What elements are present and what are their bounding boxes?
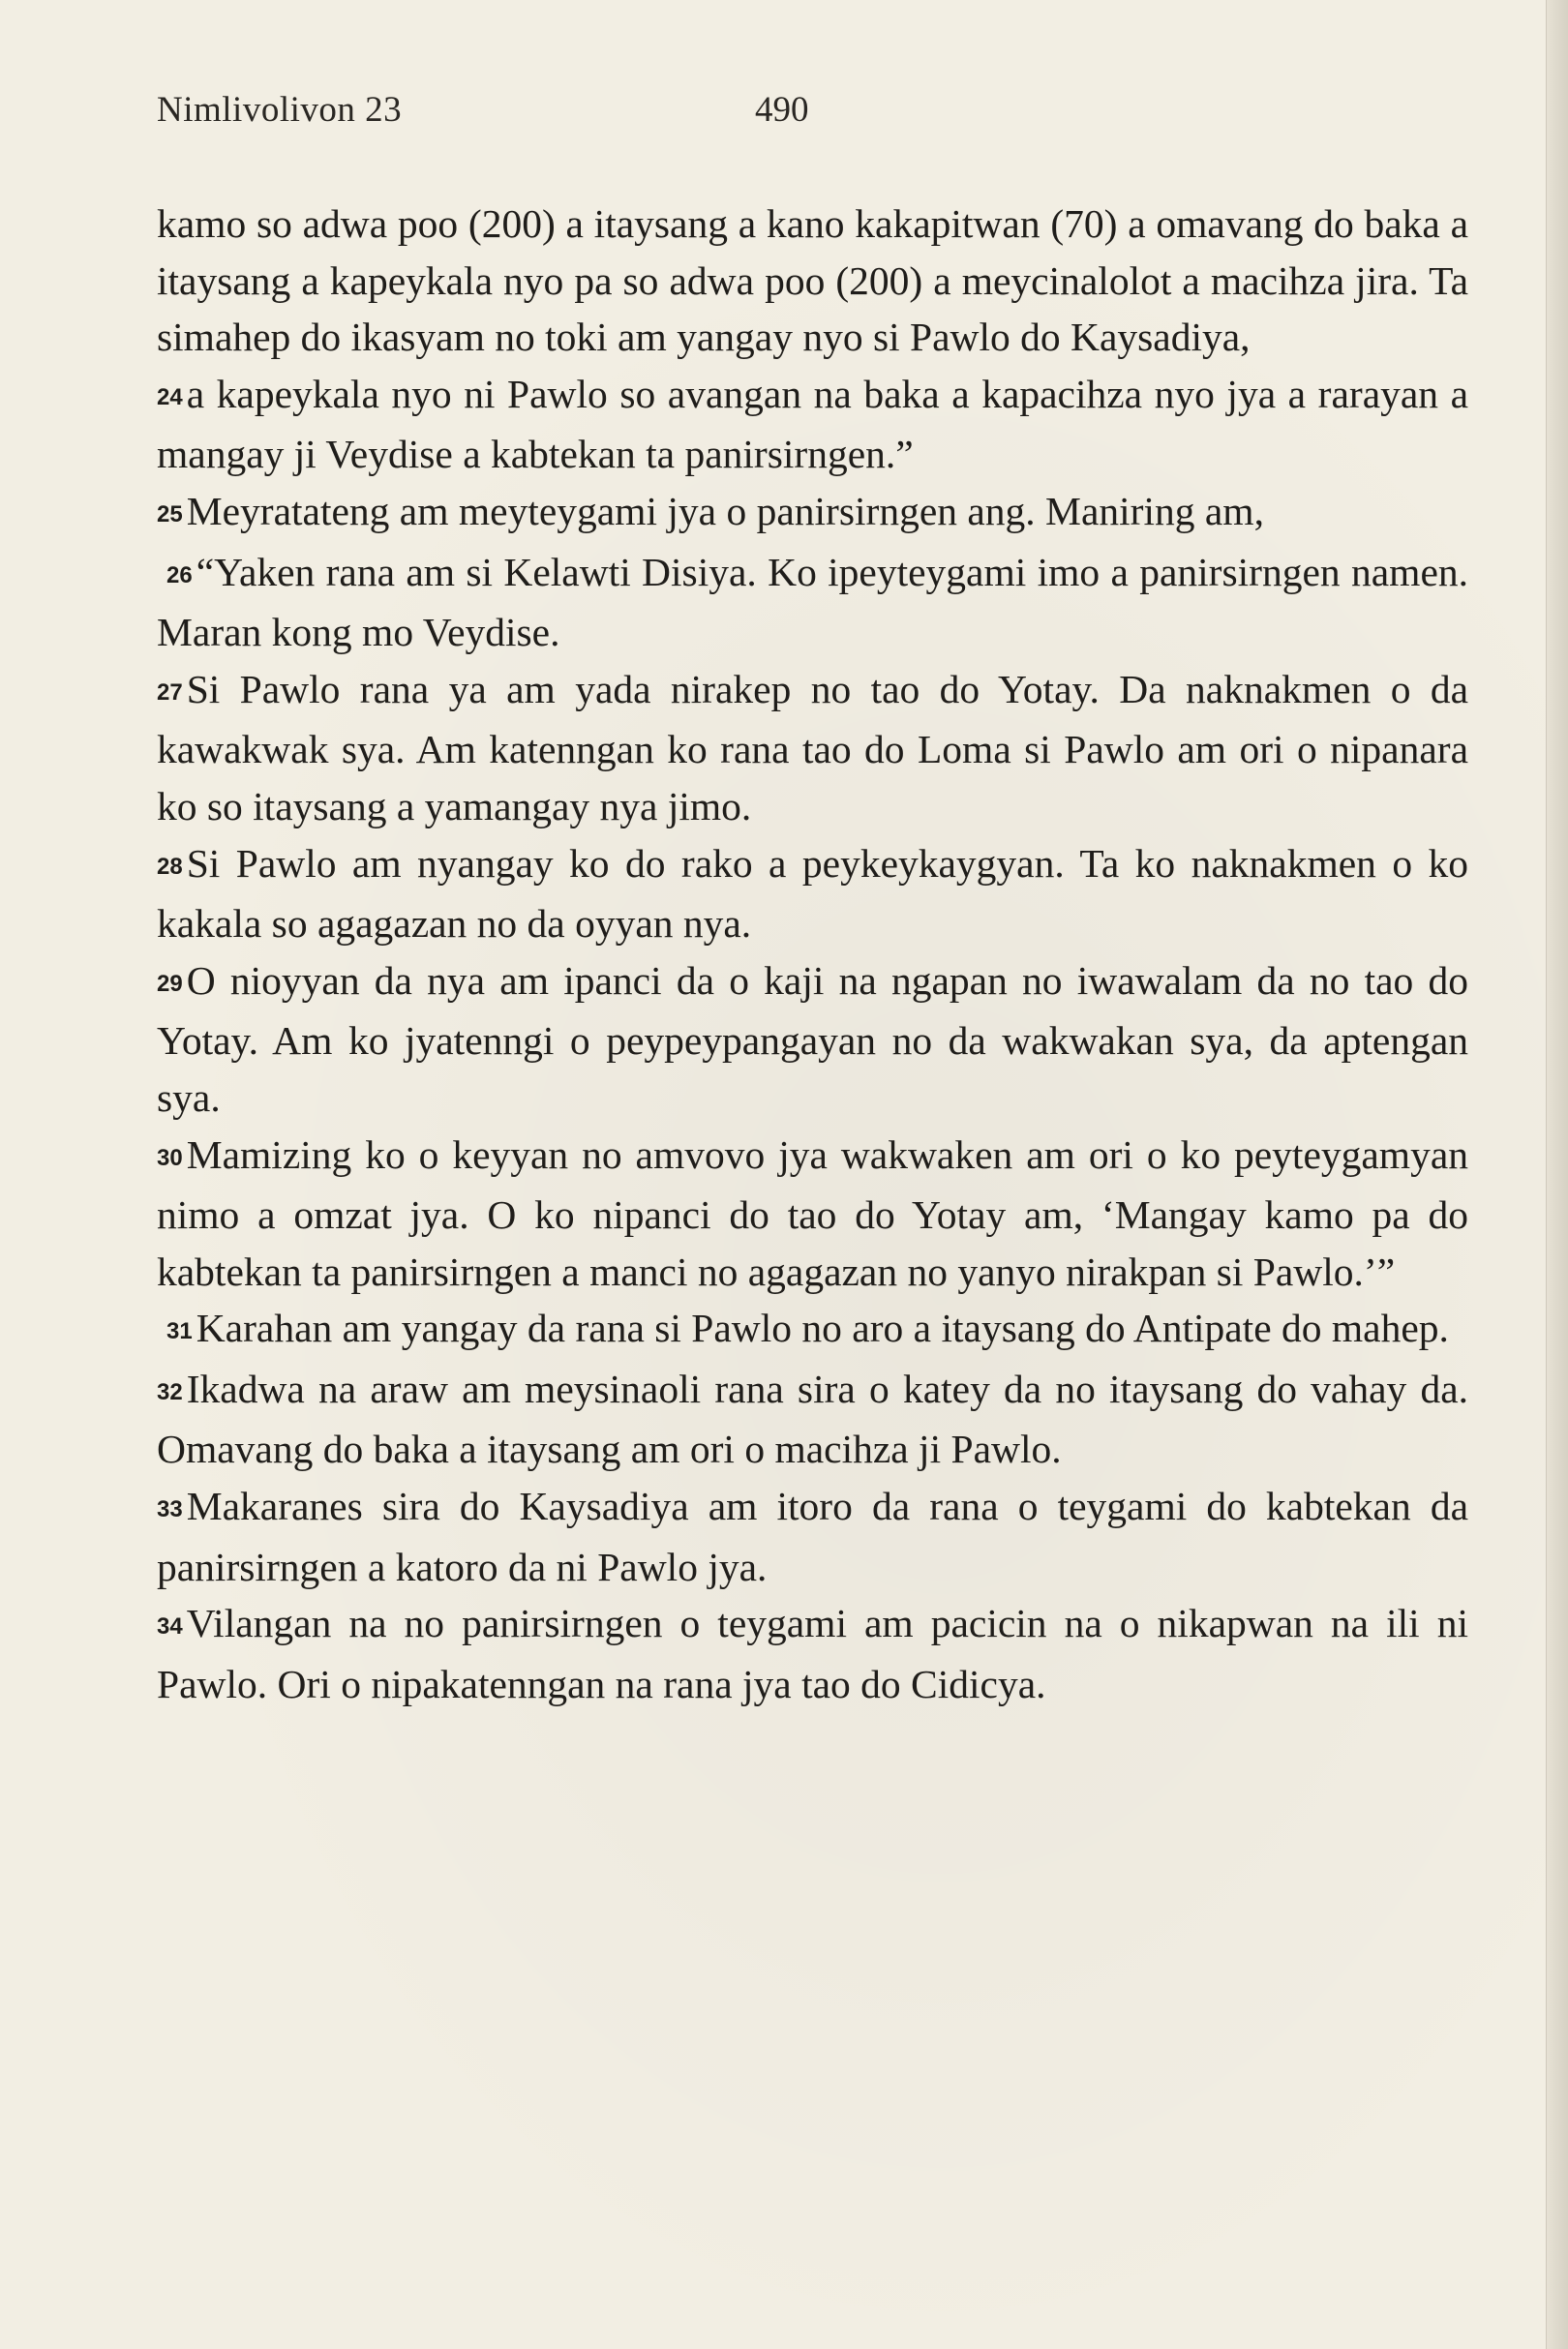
verse-text: Si Pawlo am nyangay ko do rako a peykeykaygyan. Ta ko naknakmen o ko kakala so agagazan no da oyyan nya. xyxy=(157,840,1468,947)
page-edge xyxy=(1546,0,1568,2349)
scripture-text xyxy=(157,196,1468,1712)
verse-30 xyxy=(157,1127,1468,1301)
verse-text: O nioyyan da nya am ipanci da o kaji na ngapan no iwawalam da no tao do Yotay. Am ko jyatenngi o peypeypangayan no da wakwakan sya, da aptengan sya. xyxy=(157,957,1468,1120)
verse-number: 32 xyxy=(157,1378,183,1405)
verse-text: Makaranes sira do Kaysadiya am itoro da rana o teygami do kabtekan da panirsirngen a katoro da ni Pawlo jya. xyxy=(157,1484,1468,1589)
page-header xyxy=(157,89,1463,137)
verse-text: Ikadwa na araw am meysinaoli rana sira o katey da no itaysang do vahay da. Omavang do baka a itaysang am ori o macihza ji Pawlo. xyxy=(157,1366,1468,1472)
verse-text: Karahan am yangay da rana si Pawlo no aro a itaysang do Antipate do mahep. xyxy=(196,1306,1449,1351)
verse-text: Vilangan na no panirsirngen o teygami am pacicin na o nikapwan na ili ni Pawlo. Ori o nipakatenngan na rana jya tao do Cidicya. xyxy=(157,1601,1468,1706)
verse-number: 29 xyxy=(157,970,183,997)
verse-number: 28 xyxy=(157,853,183,880)
verse-number: 30 xyxy=(157,1144,183,1171)
verse-number: 33 xyxy=(157,1496,183,1523)
verse-number: 34 xyxy=(157,1613,183,1641)
verse-number: 27 xyxy=(157,678,183,706)
verse-text: “Yaken rana am si Kelawti Disiya. Ko ipeyteygami imo a panirsirngen namen. Maran kong mo Veydise. xyxy=(157,549,1468,655)
verse-29 xyxy=(157,952,1468,1127)
verse-34 xyxy=(157,1595,1468,1712)
verse-32 xyxy=(157,1361,1468,1478)
verse-continuation xyxy=(157,196,1468,366)
verse-text: Mamizing ko o keyyan no amvovo jya wakwaken am ori o ko peyteygamyan nimo a omzat jya. O ko nipanci do tao do Yotay am, ‘Mangay kamo pa do kabtekan ta panirsirngen a manci no agagazan no yanyo nirakpan si Pawlo.’” xyxy=(157,1131,1468,1294)
verse-25 xyxy=(157,483,1468,544)
verse-number: 26 xyxy=(166,561,193,588)
verse-26 xyxy=(157,544,1468,661)
verse-33 xyxy=(157,1478,1468,1595)
verse-27 xyxy=(157,661,1468,835)
running-head: Nimlivolivon 23 xyxy=(157,90,403,130)
verse-text: a kapeykala nyo ni Pawlo so avangan na baka a kapacihza nyo jya a rarayan a mangay ji Veydise a kabtekan ta panirsirngen.” xyxy=(157,371,1468,477)
verse-number: 25 xyxy=(157,500,183,527)
verse-28 xyxy=(157,835,1468,952)
verse-24 xyxy=(157,366,1468,483)
verse-31 xyxy=(157,1300,1468,1361)
verse-text: Si Pawlo rana ya am yada nirakep no tao do Yotay. Da naknakmen o da kawakwak sya. Am katenngan ko rana tao do Loma si Pawlo am ori o nipanara ko so itaysang a yamangay nya jimo. xyxy=(157,666,1468,828)
verse-number: 24 xyxy=(157,383,183,410)
verse-number: 31 xyxy=(166,1318,193,1345)
page-number: 490 xyxy=(755,90,809,130)
verse-text: kamo so adwa poo (200) a itaysang a kano kakapitwan (70) a omavang do baka a itaysang a kapeykala nyo pa so adwa poo (200) a meycinalolot a macihza jira. Ta simahep do ikasyam no toki am yangay nyo si Pawlo do Kaysadiya, xyxy=(157,201,1468,360)
verse-text: Meyratateng am meyteygami jya o panirsirngen ang. Maniring am, xyxy=(186,488,1264,533)
